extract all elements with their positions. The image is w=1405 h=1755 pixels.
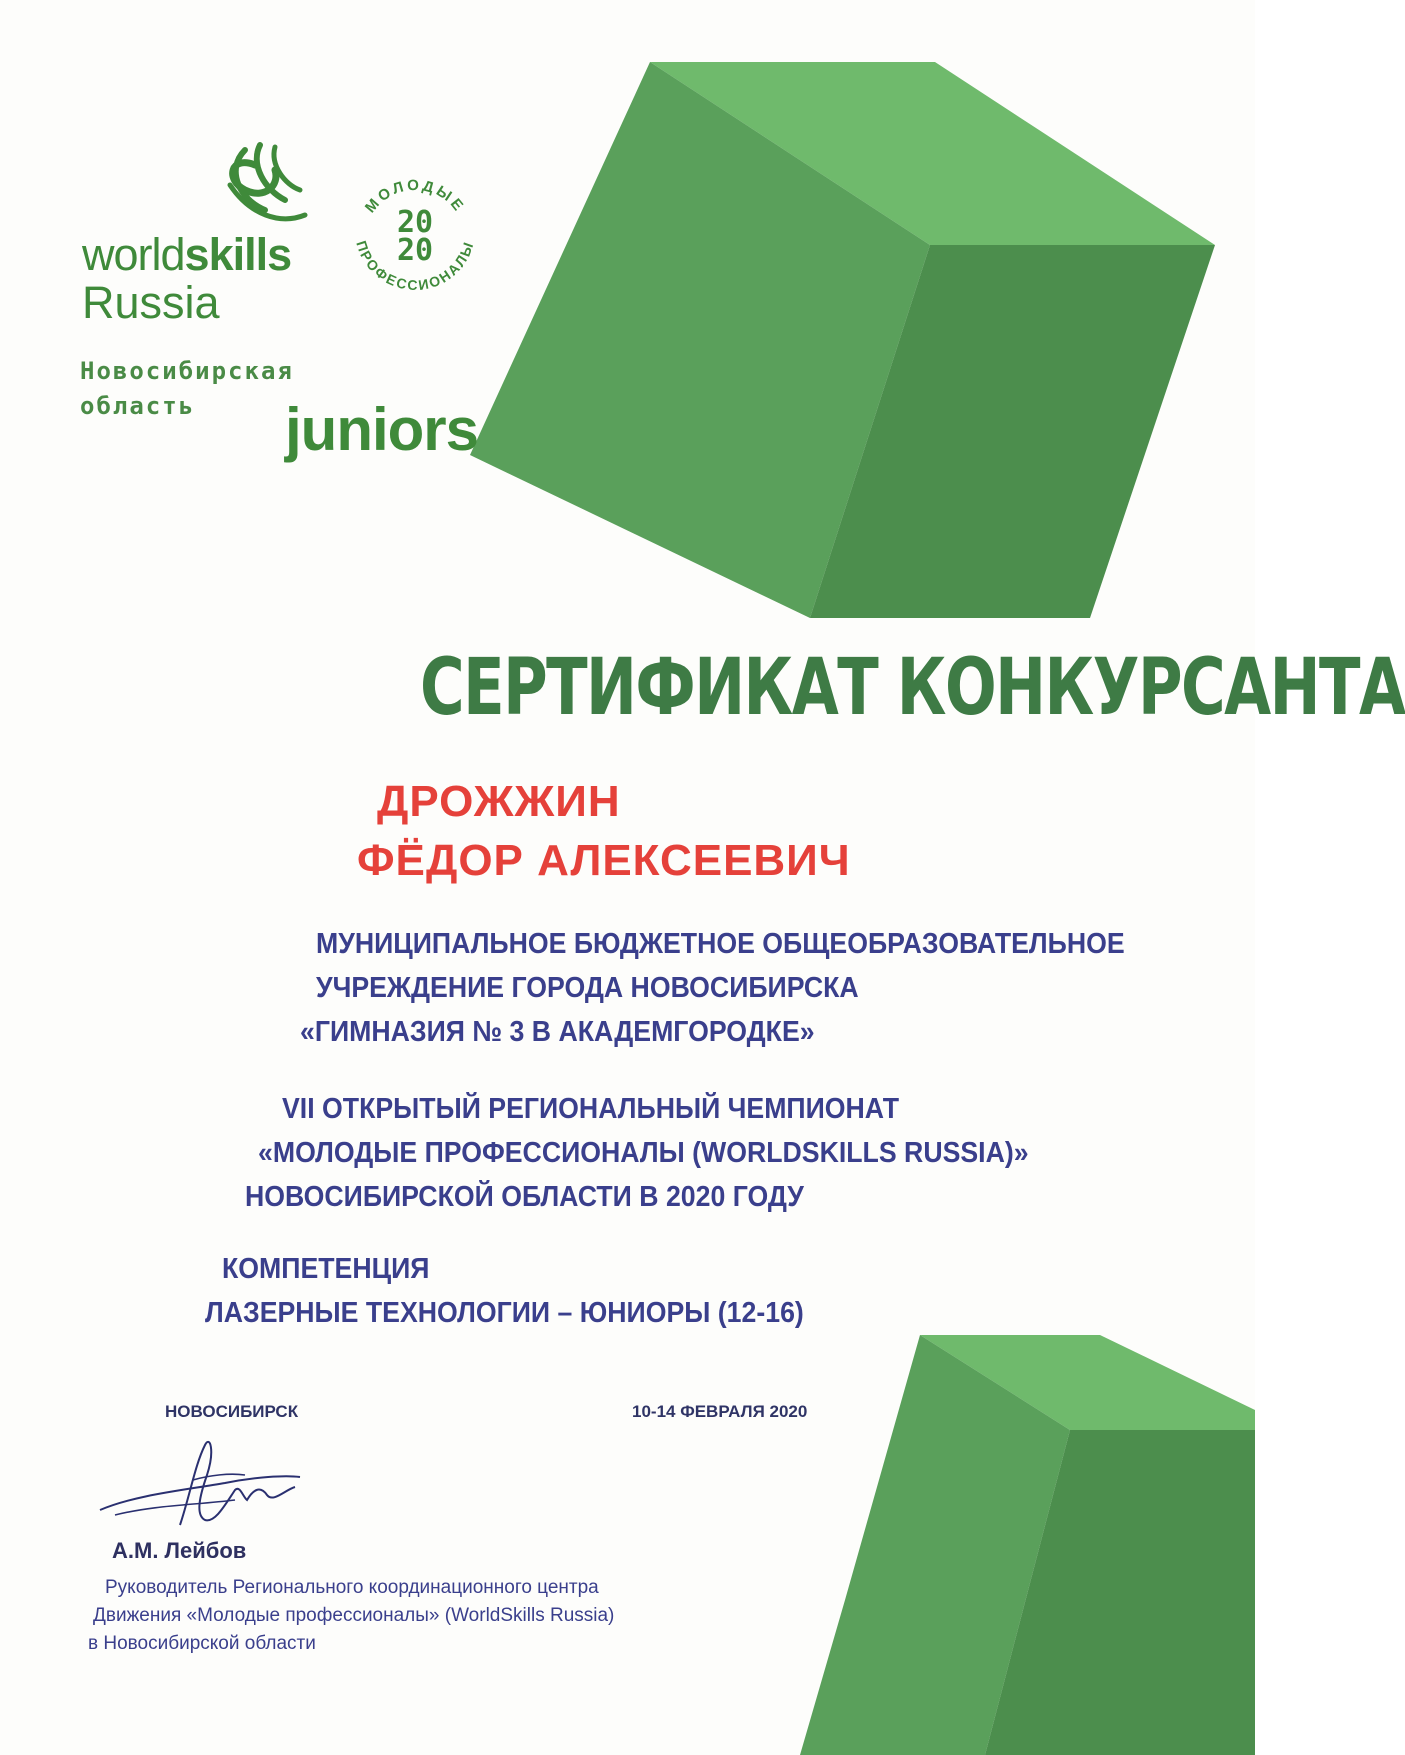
worldskills-wordmark [82,229,292,280]
event-line-2: «МОЛОДЫЕ ПРОФЕССИОНАЛЫ (WORLDSKILLS RUSSIA)» [258,1137,1029,1169]
badge-bottom-text: ПРОФЕССИОНАЛЫ [353,238,477,294]
event-line-1: VII ОТКРЫТЫЙ РЕГИОНАЛЬНЫЙ ЧЕМПИОНАТ [282,1093,900,1125]
recipient-given-names: ФЁДОР АЛЕКСЕЕВИЧ [357,836,851,885]
wordmark-russia: Russia [82,277,220,328]
signatory-position-line-3: в Новосибирской области [88,1633,316,1654]
competence-label: КОМПЕТЕНЦИЯ [222,1253,430,1285]
region-line-2: область [80,392,196,420]
wordmark-world: world [82,229,185,280]
badge-top-text: МОЛОДЫЕ [361,176,469,217]
signatory-position-line-1: Руководитель Регионального координационного центра [105,1577,599,1598]
badge-year-line-1: 20 [396,205,434,240]
worldskills-mark-icon [80,145,310,235]
recipient-surname: ДРОЖЖИН [377,777,621,826]
organization-line-3: «ГИМНАЗИЯ № 3 В АКАДЕМГОРОДКЕ» [300,1016,815,1048]
organization-line-2: УЧРЕЖДЕНИЕ ГОРОДА НОВОСИБИРСКА [316,972,859,1004]
organization-line-1: МУНИЦИПАЛЬНОЕ БЮДЖЕТНОЕ ОБЩЕОБРАЗОВАТЕЛЬНОЕ [316,928,1125,960]
signature-image [95,1435,305,1535]
region-line-1: Новосибирская [80,357,294,385]
certificate-title: СЕРТИФИКАТ КОНКУРСАНТА [420,643,1405,733]
event-dates: 10-14 ФЕВРАЛЯ 2020 [632,1402,808,1421]
juniors-logo-text: juniors [285,396,479,463]
signatory-position-line-2: Движения «Молодые профессионалы» (WorldSkills Russia) [93,1605,615,1626]
signatory-name: А.М. Лейбов [112,1538,247,1563]
badge-year-line-2: 20 [396,233,434,268]
molodye-professionaly-badge-icon [340,160,490,310]
city-label: НОВОСИБИРСК [165,1402,299,1421]
event-line-3: НОВОСИБИРСКОЙ ОБЛАСТИ В 2020 ГОДУ [245,1181,804,1213]
wordmark-skills: skills [184,229,292,280]
competence-value: ЛАЗЕРНЫЕ ТЕХНОЛОГИИ – ЮНИОРЫ (12-16) [205,1297,804,1329]
